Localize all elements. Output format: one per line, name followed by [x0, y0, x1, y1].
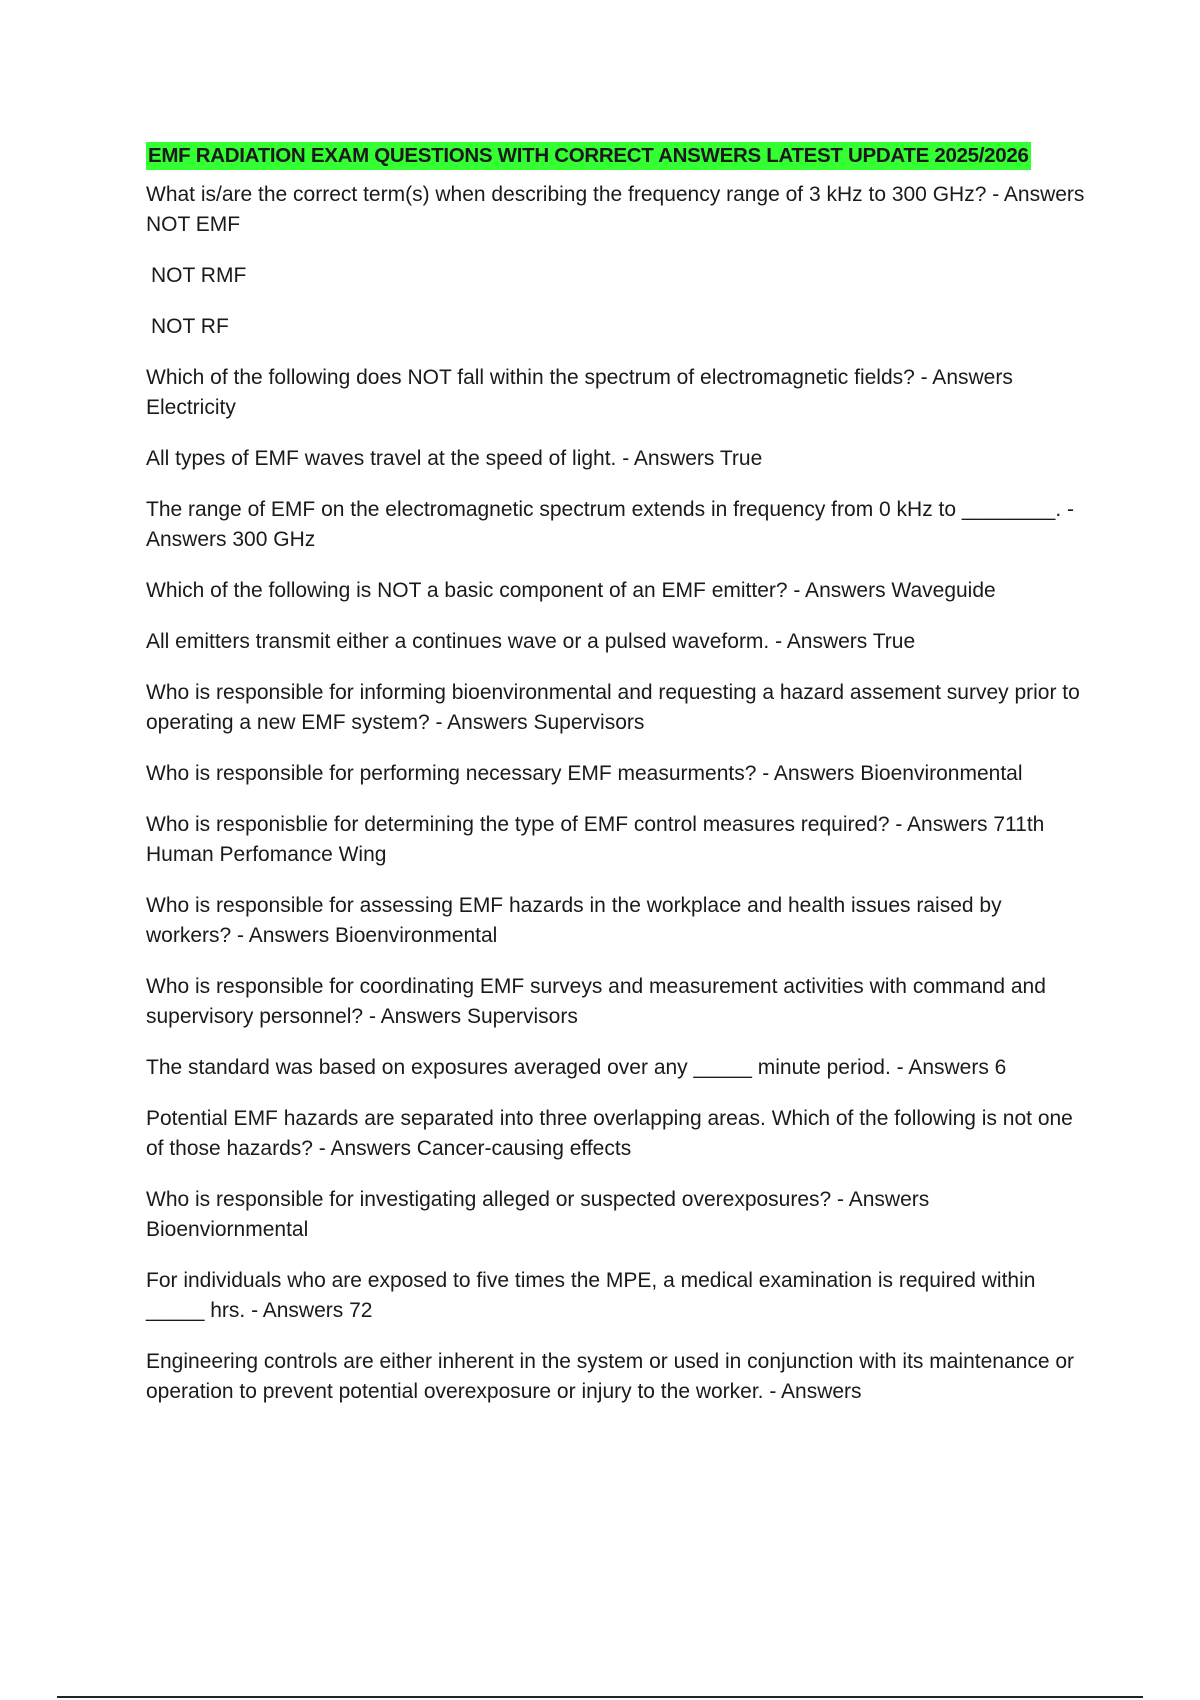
qa-paragraph: NOT RF: [151, 315, 229, 338]
qa-paragraph: Which of the following is NOT a basic component of an EMF emitter? - Answers Waveguide: [146, 579, 996, 602]
qa-paragraph: Engineering controls are either inherent in the system or used in conjunction with its maintenance or operation to prevent potential overexposure or injury to the worker. - Answers: [146, 1350, 1075, 1403]
qa-paragraph: Who is responsible for coordinating EMF surveys and measurement activities with command and supervisory personnel? - Answers Supervisors: [146, 975, 1046, 1028]
qa-paragraph: All emitters transmit either a continues wave or a pulsed waveform. - Answers True: [146, 630, 916, 653]
qa-paragraph: Who is responisblie for determining the type of EMF control measures required? - Answers 711th Human Perfomance Wing: [146, 813, 1045, 866]
document-title: EMF RADIATION EXAM QUESTIONS WITH CORRECT ANSWERS LATEST UPDATE 2025/2026: [146, 142, 1031, 170]
qa-paragraph: Who is responsible for performing necessary EMF measurments? - Answers Bioenvironmental: [146, 762, 1023, 785]
qa-paragraph: Who is responsible for assessing EMF hazards in the workplace and health issues raised by workers? - Answers Bioenvironmental: [146, 894, 1002, 947]
qa-paragraph: The range of EMF on the electromagnetic spectrum extends in frequency from 0 kHz to ________. - Answers 300 GHz: [146, 498, 1074, 551]
document-content: [146, 142, 1086, 1428]
qa-paragraph: For individuals who are exposed to five times the MPE, a medical examination is required within _____ hrs. - Answers 72: [146, 1269, 1036, 1322]
qa-paragraph: NOT RMF: [151, 264, 247, 287]
qa-paragraph: Who is responsible for investigating alleged or suspected overexposures? - Answers Bioenviornmental: [146, 1188, 930, 1241]
qa-paragraph: Potential EMF hazards are separated into three overlapping areas. Which of the following is not one of those hazards? - Answers Cancer-causing effects: [146, 1107, 1073, 1160]
qa-paragraph: All types of EMF waves travel at the speed of light. - Answers True: [146, 447, 763, 470]
qa-paragraph: Which of the following does NOT fall within the spectrum of electromagnetic fields? - Answers Electricity: [146, 366, 1013, 419]
page-bottom-rule: [57, 1696, 1143, 1698]
qa-paragraph: The standard was based on exposures averaged over any _____ minute period. - Answers 6: [146, 1056, 1007, 1079]
qa-paragraph: What is/are the correct term(s) when describing the frequency range of 3 kHz to 300 GHz? - Answers NOT EMF: [146, 183, 1085, 236]
qa-paragraph: Who is responsible for informing bioenvironmental and requesting a hazard assement survey prior to operating a new EMF system? - Answers Supervisors: [146, 681, 1080, 734]
